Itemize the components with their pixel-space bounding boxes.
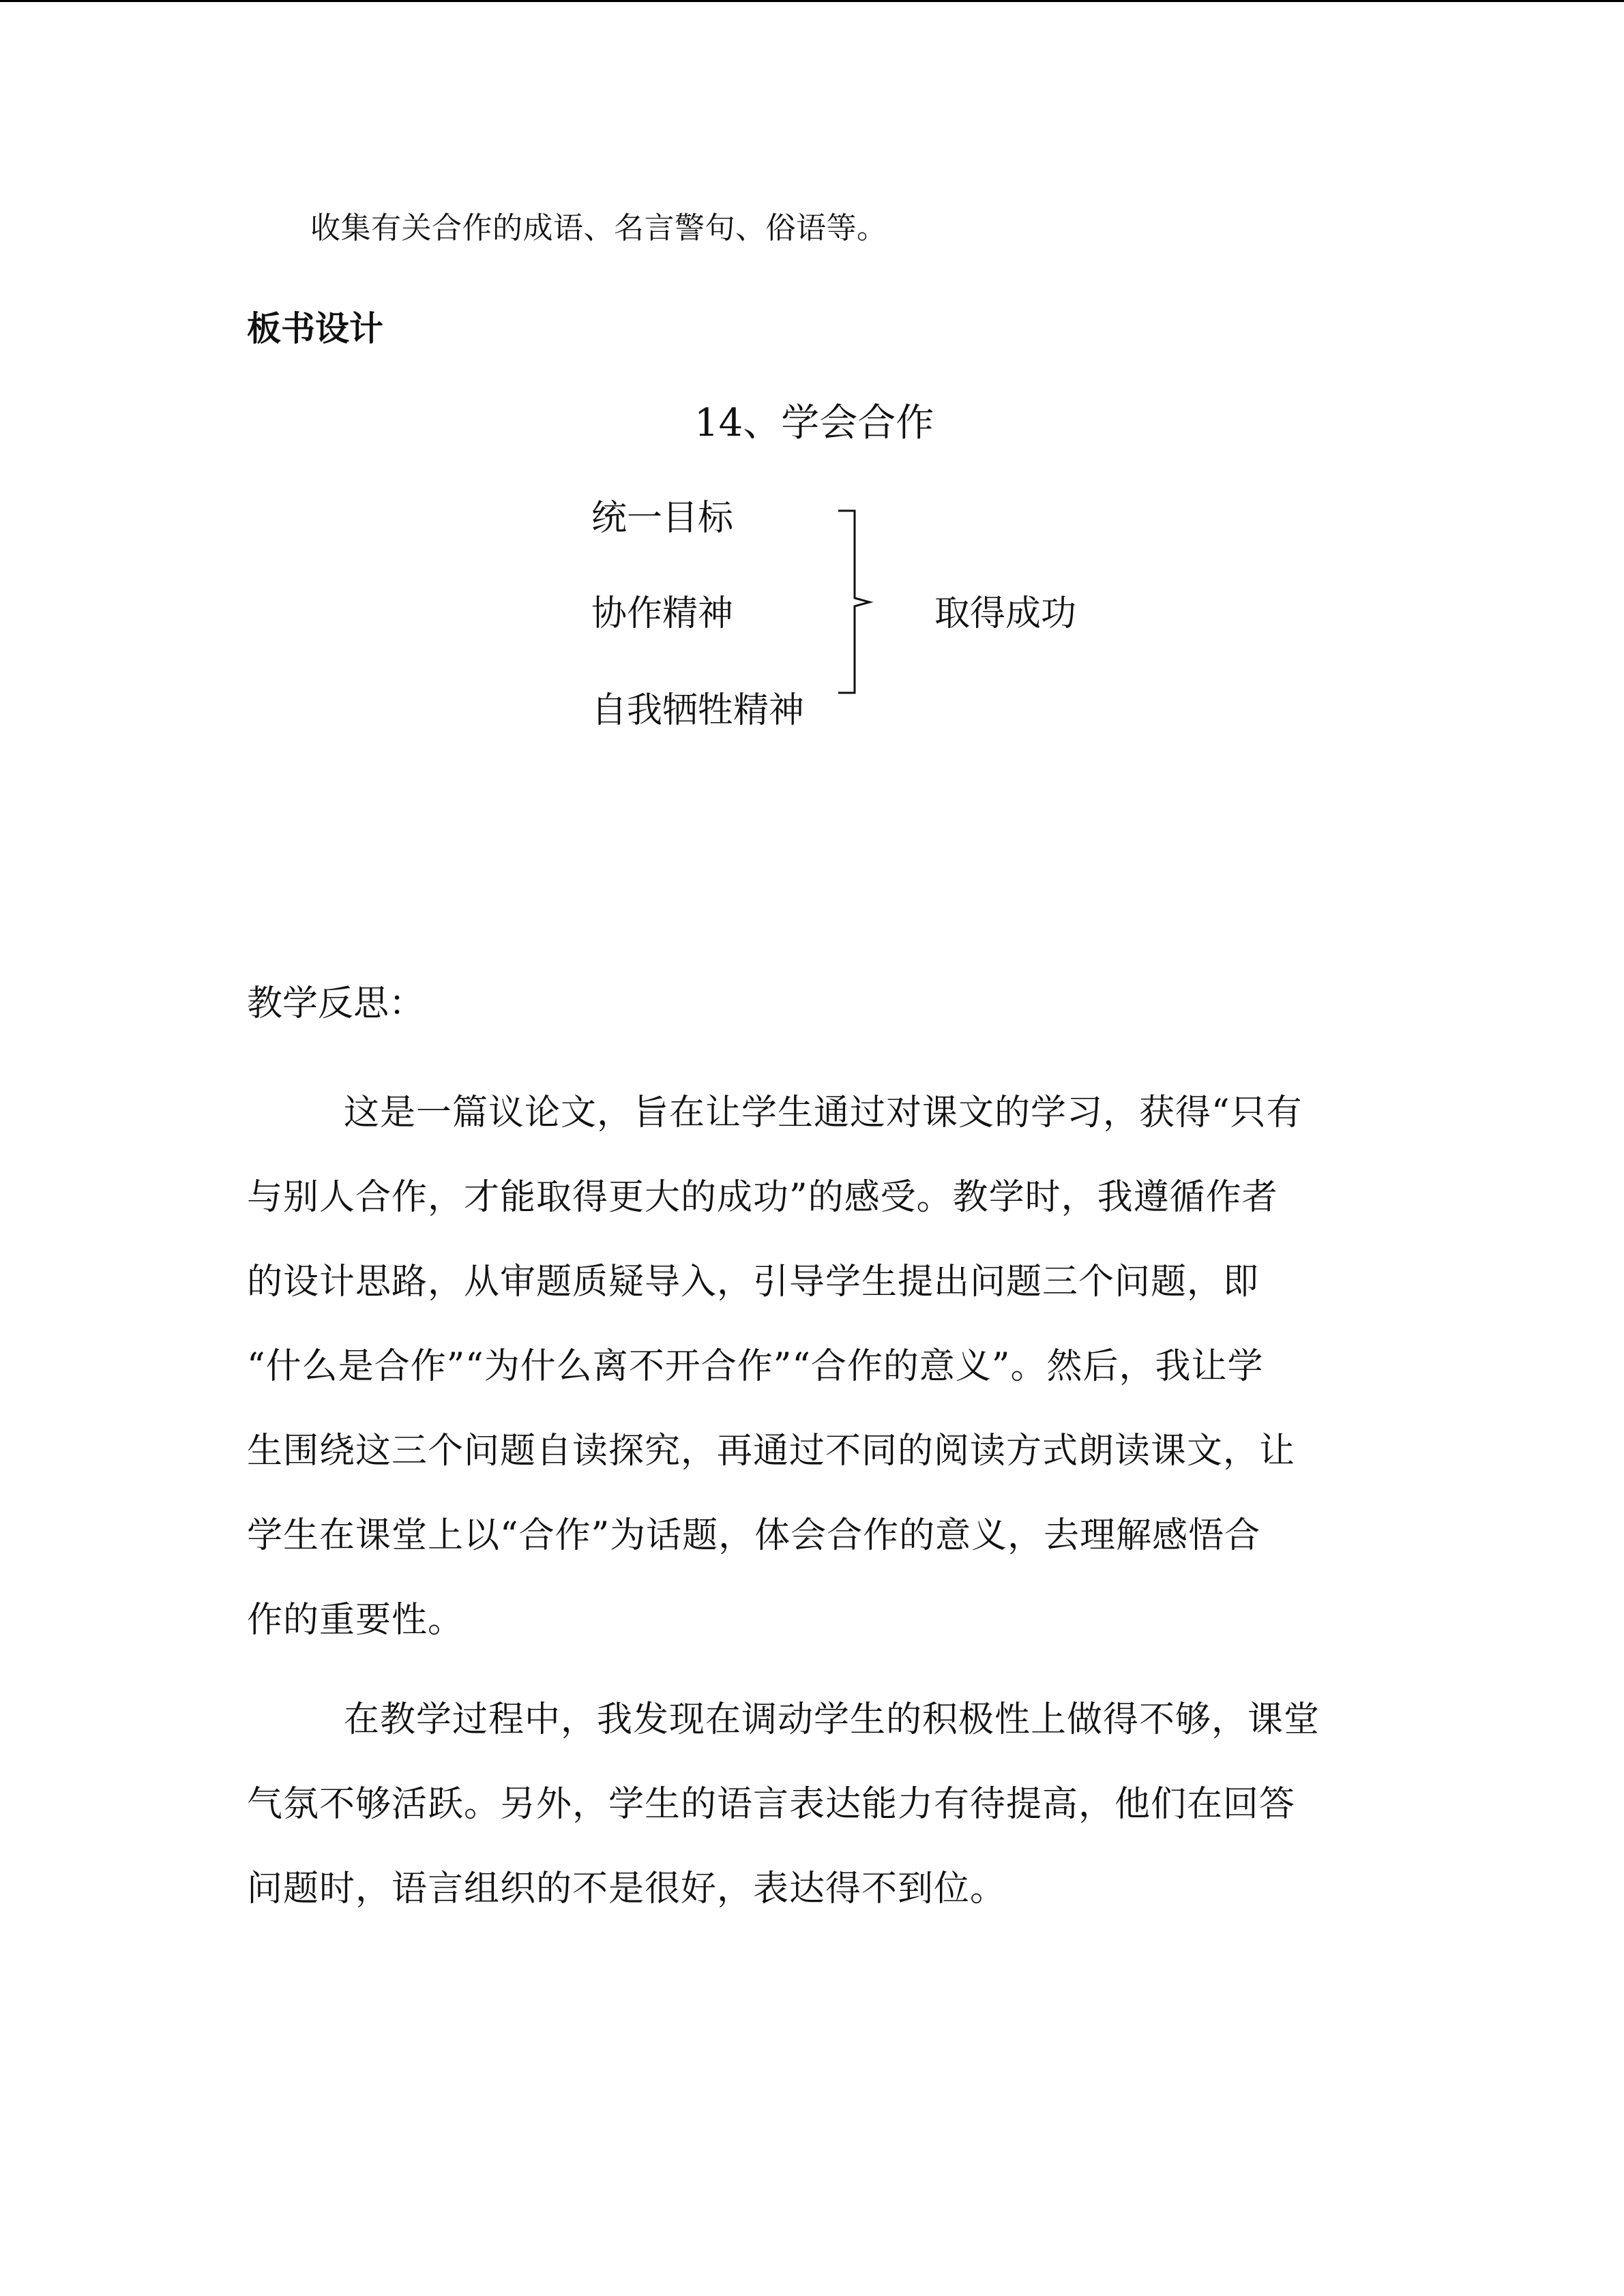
board-title: 14、学会合作: [694, 401, 934, 445]
paragraph-line: 这是一篇议论文，旨在让学生通过对课文的学习，获得“只有: [344, 1092, 1303, 1133]
page-top-border: [0, 0, 1624, 2]
board-item-self-sacrifice: 自我牺牲精神: [591, 690, 805, 731]
paragraph-line: 生围绕这三个问题自读探究，再通过不同的阅读方式朗读课文，让: [247, 1431, 1296, 1472]
paragraph-line: 气氛不够活跃。另外，学生的语言表达能力有待提高，他们在回答: [247, 1784, 1296, 1825]
paragraph-line: 学生在课堂上以“合作”为话题，体会合作的意义，去理解感悟合: [247, 1515, 1261, 1556]
paragraph-line: 在教学过程中，我发现在调动学生的积极性上做得不够，课堂: [344, 1699, 1320, 1740]
right-brace: [829, 508, 876, 696]
board-result: 取得成功: [934, 593, 1077, 634]
paragraph-line: 与别人合作，才能取得更大的成功”的感受。教学时，我遵循作者: [247, 1177, 1278, 1218]
reflection-paragraph-1: [247, 1071, 1379, 1663]
paragraph-line: 问题时，语言组织的不是很好，表达得不到位。: [247, 1868, 1007, 1909]
board-item-unified-goal: 统一目标: [591, 498, 734, 539]
board-design-heading: 板书设计: [247, 309, 383, 348]
homework-text: 收集有关合作的成语、名言警句、俗语等。: [310, 211, 887, 245]
paragraph-line: 的设计思路，从审题质疑导入，引导学生提出问题三个问题，即: [247, 1262, 1260, 1302]
reflection-heading: 教学反思：: [247, 983, 425, 1024]
paragraph-line: “什么是合作”“为什么离不开合作”“合作的意义”。然后，我让学: [247, 1346, 1264, 1387]
paragraph-line: 作的重要性。: [247, 1600, 464, 1641]
board-item-cooperation-spirit: 协作精神: [591, 593, 734, 634]
reflection-paragraph-2: [247, 1678, 1379, 1931]
